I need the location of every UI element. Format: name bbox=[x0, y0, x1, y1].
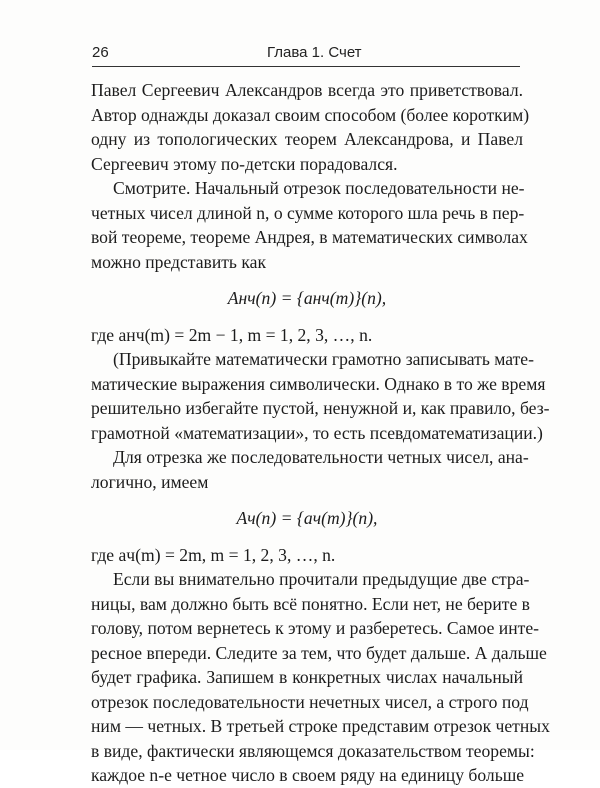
running-title: Глава 1. Счет bbox=[267, 44, 362, 61]
header-rule bbox=[92, 66, 520, 67]
text-line: голову, потом вернетесь к этому и разберетесь. Самое инте- bbox=[91, 618, 539, 638]
text-line: Смотрите. Начальный отрезок последовательности не- bbox=[113, 178, 525, 198]
formula-where-odd: где aнч(m) = 2m − 1, m = 1, 2, 3, …, n. bbox=[91, 324, 373, 345]
text-line: будет графика. Запишем в конкретных числах начальный bbox=[91, 667, 523, 687]
text-line: Если вы внимательно прочитали предыдущие две стра- bbox=[113, 569, 530, 589]
text-line: матические выражения символически. Однако в то же время bbox=[91, 373, 546, 394]
text-line: каждое n-е четное число в своем ряду на единицу больше bbox=[91, 765, 525, 785]
text-line: ним — четных. В третьей строке представим отрезок четных bbox=[91, 716, 550, 736]
text-line: решительно избегайте пустой, ненужной и, как правило, без- bbox=[91, 398, 550, 418]
text-line: в виде, фактически являющемся доказательством теоремы: bbox=[91, 740, 535, 761]
text-line: логично, имеем bbox=[91, 471, 209, 492]
text-line: Сергеевич этому по-детски порадовался. bbox=[91, 153, 398, 174]
text-line: можно представить как bbox=[91, 251, 266, 272]
formula-where-even: где aч(m) = 2m, m = 1, 2, 3, …, n. bbox=[91, 544, 336, 565]
text-line: грамотной «математизации», то есть псевдоматематизации.) bbox=[91, 422, 543, 443]
text-line: одну из топологических теорем Александрова, и Павел bbox=[91, 129, 523, 149]
text-line: Для отрезка же последовательности четных чисел, ана- bbox=[113, 447, 529, 467]
page-header bbox=[92, 44, 520, 66]
text-line: отрезок последовательности нечетных чисел, а строго под bbox=[91, 691, 529, 712]
formula-odd-sequence: Aнч(n) = {aнч(m)}(n), bbox=[227, 288, 387, 308]
text-line: четных чисел длиной n, о сумме которого шла речь в пер- bbox=[91, 202, 525, 223]
formula-even-sequence: Aч(n) = {aч(m)}(n), bbox=[236, 508, 378, 528]
text-line: вой теореме, теореме Андрея, в математических символах bbox=[91, 227, 528, 247]
body-text bbox=[91, 78, 550, 788]
page-number: 26 bbox=[92, 44, 109, 61]
text-line: Автор однажды доказал своим способом (более коротким) bbox=[91, 104, 530, 125]
text-line: (Привыкайте математически грамотно записывать мате- bbox=[113, 349, 534, 369]
text-line: Павел Сергеевич Александров всегда это приветствовал. bbox=[91, 80, 523, 100]
text-line: ресное впереди. Следите за тем, что будет дальше. А дальше bbox=[91, 642, 547, 663]
text-line: ницы, вам должно быть всё понятно. Если нет, не берите в bbox=[91, 593, 530, 614]
